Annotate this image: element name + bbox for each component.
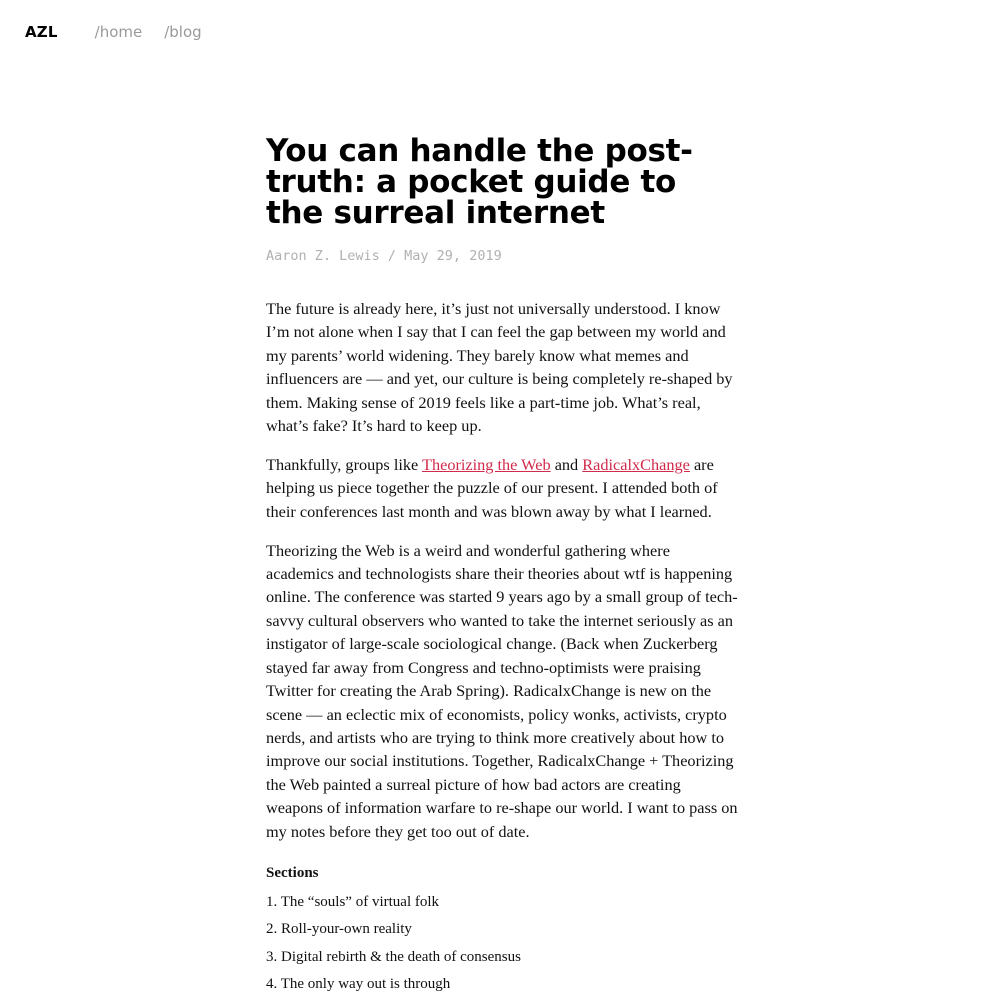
section-item[interactable]: 1. The “souls” of virtual folk: [266, 893, 440, 910]
paragraph-text: and: [550, 454, 583, 474]
article-byline: Aaron Z. Lewis / May 29, 2019: [266, 248, 502, 264]
nav-link-home[interactable]: /home: [94, 23, 143, 41]
paragraph-groups: [266, 453, 740, 523]
section-item[interactable]: 2. Roll-your-own reality: [266, 921, 412, 938]
article-body: [266, 297, 740, 843]
article: [266, 133, 740, 998]
section-item[interactable]: 3. Digital rebirth & the death of consensus: [266, 948, 521, 965]
sections-list: [266, 889, 740, 998]
sections-heading: Sections: [266, 864, 319, 881]
site-nav: [25, 20, 224, 44]
nav-link-blog[interactable]: /blog: [164, 23, 202, 41]
section-item[interactable]: 4. The only way out is through: [266, 975, 451, 992]
paragraph-text: Thankfully, groups like: [266, 454, 423, 474]
paragraph-intro: The future is already here, it’s just not universally understood. I know I’m not alone when I say that I can feel the gap between my world and my parents’ world widening. They barely know what memes and influencers are — and yet, our culture is being completely re-shaped by them. Making sense of 2019 feels like a part-time job. What’s real, what’s fake? It’s hard to keep up.: [266, 299, 733, 436]
paragraph-text: are helping us piece together the puzzle of our present. I attended both of their conferences last month and was blown away by what I learned.: [266, 454, 718, 521]
site-logo[interactable]: AZL: [25, 23, 58, 41]
article-title: You can handle the post-truth: a pocket guide to the surreal internet: [266, 133, 693, 231]
link-theorizing-the-web[interactable]: Theorizing the Web: [422, 454, 551, 474]
paragraph-conferences: Theorizing the Web is a weird and wonderful gathering where academics and technologists share their theories about wtf is happening online. The conference was started 9 years ago by a small group of tech-savvy cultural observers who wanted to take the internet seriously as an instigator of large-scale sociological change. (Back when Zuckerberg stayed far away from Congress and techno-optimists were praising Twitter for creating the Arab Spring). RadicalxChange is new on the scene — an eclectic mix of economists, policy wonks, activists, crypto nerds, and artists who are trying to think more creatively about how to improve our social institutions. Together, RadicalxChange + Theorizing the Web painted a surreal picture of how bad actors are creating weapons of information warfare to re-shape our world. I want to pass on my notes before they get too out of date.: [266, 540, 738, 841]
link-radicalxchange[interactable]: RadicalxChange: [582, 454, 690, 474]
